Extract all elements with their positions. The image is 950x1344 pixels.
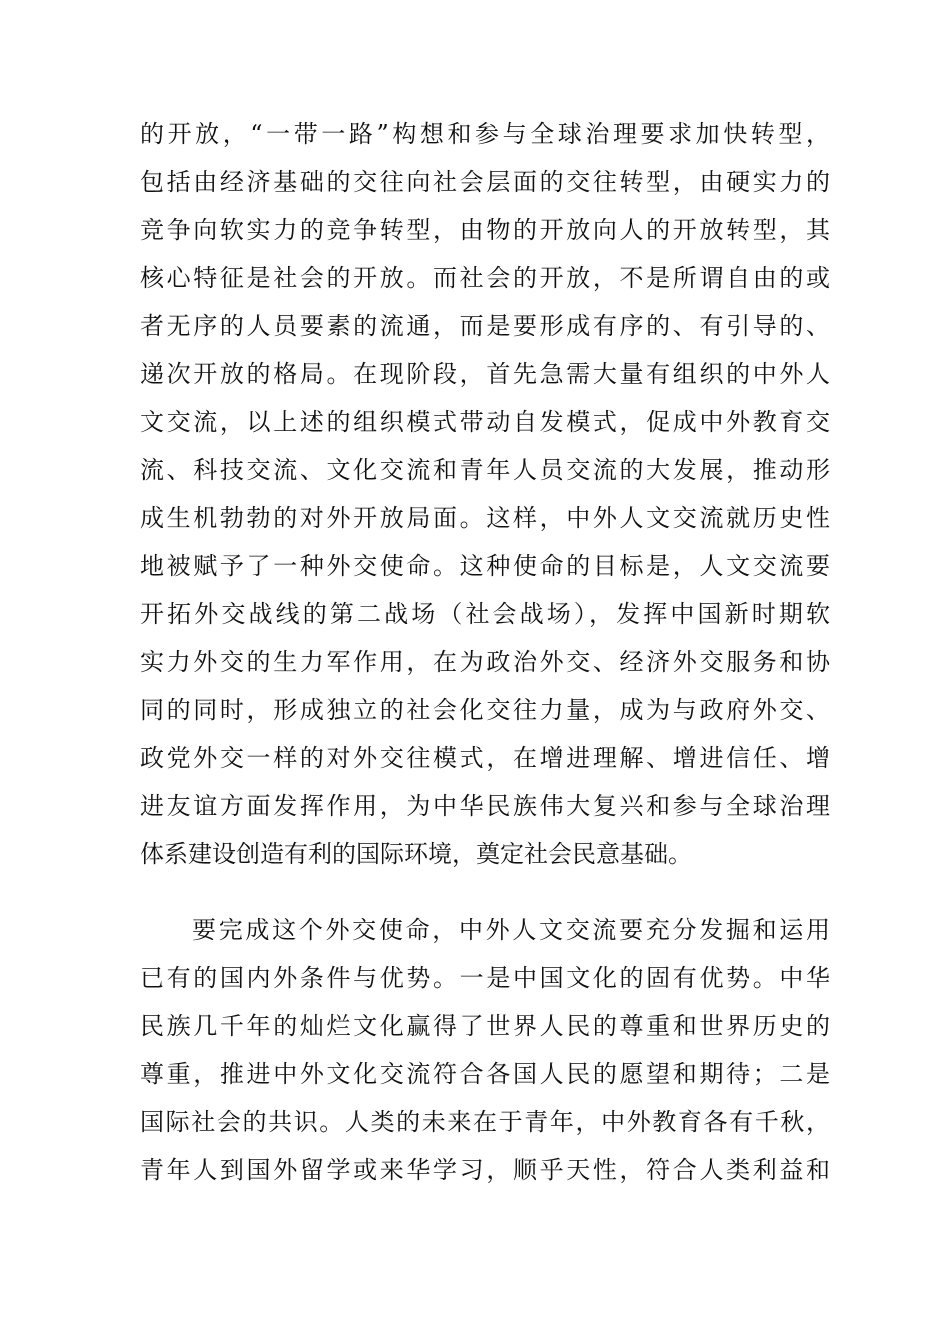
text-line: 开拓外交战线的第二战场（社会战场），发挥中国新时期软 (140, 600, 830, 628)
text-line: 同的同时，形成独立的社会化交往力量，成为与政府外交、 (140, 696, 830, 724)
text-line: 地被赋予了一种外交使命。这种使命的目标是，人文交流要 (140, 552, 830, 580)
text-line: 竞争向软实力的竞争转型，由物的开放向人的开放转型，其 (140, 216, 830, 244)
text-line: 流、科技交流、文化交流和青年人员交流的大发展，推动形 (140, 456, 830, 484)
text-line: 者无序的人员要素的流通，而是要形成有序的、有引导的、 (140, 312, 830, 340)
text-line: 文交流，以上述的组织模式带动自发模式，促成中外教育交 (140, 408, 830, 436)
text-line: 尊重，推进中外文化交流符合各国人民的愿望和期待；二是 (140, 1060, 830, 1088)
text-line: 核心特征是社会的开放。而社会的开放，不是所谓自由的或 (140, 264, 830, 292)
text-line: 实力外交的生力军作用，在为政治外交、经济外交服务和协 (140, 648, 830, 676)
text-line: 国际社会的共识。人类的未来在于青年，中外教育各有千秋， (140, 1108, 830, 1136)
text-line: 的开放，“一带一路”构想和参与全球治理要求加快转型， (140, 120, 830, 148)
text-line: 进友谊方面发挥作用，为中华民族伟大复兴和参与全球治理 (140, 792, 830, 820)
text-line: 成生机勃勃的对外开放局面。这样，中外人文交流就历史性 (140, 504, 830, 532)
body-paragraph-1 (140, 110, 830, 878)
body-paragraph-2 (140, 906, 830, 1194)
text-line: 体系建设创造有利的国际环境，奠定社会民意基础。 (140, 840, 692, 868)
text-line: 包括由经济基础的交往向社会层面的交往转型，由硬实力的 (140, 168, 830, 196)
text-line: 递次开放的格局。在现阶段，首先急需大量有组织的中外人 (140, 360, 830, 388)
text-line: 已有的国内外条件与优势。一是中国文化的固有优势。中华 (140, 964, 830, 992)
text-line: 要完成这个外交使命，中外人文交流要充分发掘和运用 (192, 916, 830, 944)
text-line: 青年人到国外留学或来华学习，顺乎天性，符合人类利益和 (140, 1156, 830, 1184)
text-line: 民族几千年的灿烂文化赢得了世界人民的尊重和世界历史的 (140, 1012, 830, 1040)
text-line: 政党外交一样的对外交往模式，在增进理解、增进信任、增 (140, 744, 830, 772)
